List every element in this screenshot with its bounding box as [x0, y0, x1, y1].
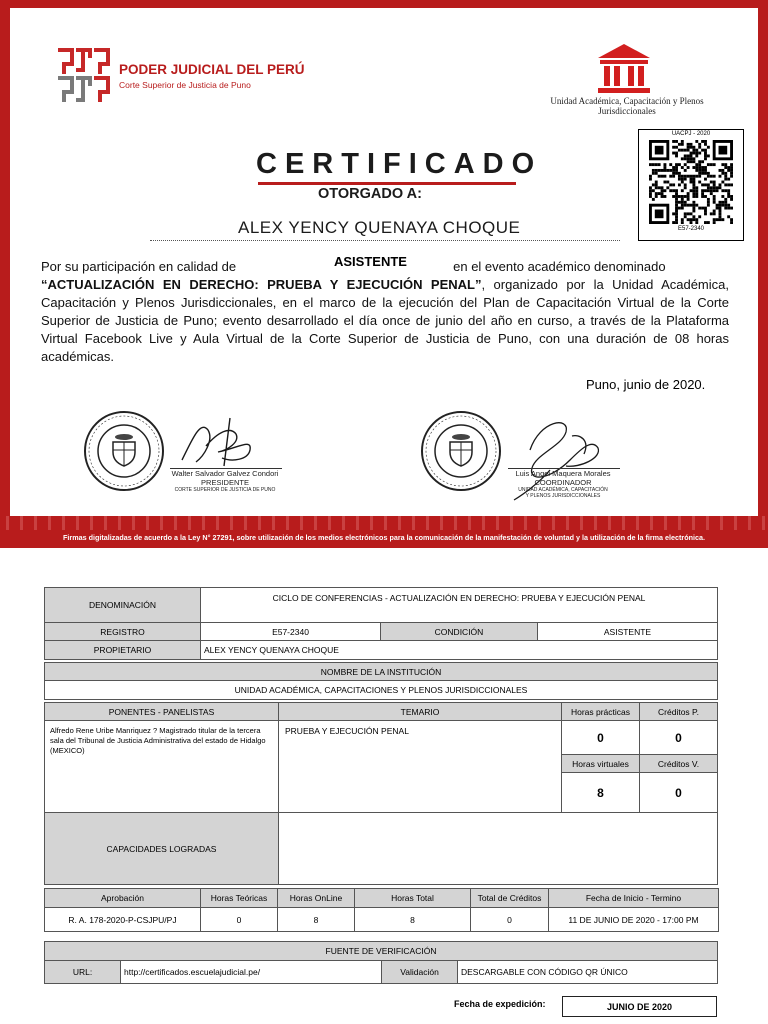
recipient-name: ALEX YENCY QUENAYA CHOQUE [238, 218, 521, 237]
creditos-p-value: 0 [639, 720, 718, 755]
poder-judicial-logo [54, 46, 114, 106]
president-signature [178, 410, 268, 468]
creditos-p-label: Créditos P. [639, 702, 718, 721]
decorative-band [0, 516, 768, 530]
qr-code-icon [649, 140, 733, 224]
approval-header-cell: Horas Total [354, 888, 471, 908]
expedition-value: JUNIO DE 2020 [562, 996, 717, 1017]
president-name: Walter Salvador Galvez Condori [171, 469, 279, 478]
expedition-label: Fecha de expedición: [454, 999, 546, 1009]
body-text-part2: en el evento académico denominado [453, 259, 666, 274]
event-name: “ACTUALIZACIÓN EN DERECHO: PRUEBA Y EJECUCIÓN PENAL” [41, 277, 482, 292]
certificate-title: CERTIFICADO [256, 148, 543, 180]
horas-practicas-label: Horas prácticas [561, 702, 640, 721]
approval-header-cell: Aprobación [44, 888, 201, 908]
unit-name: Unidad Académica, Capacitación y Plenos Jurisdiccionales [550, 96, 704, 116]
ponentes-label: PONENTES - PANELISTAS [44, 702, 279, 721]
url-value[interactable]: http://certificados.escuelajudicial.pe/ [120, 960, 382, 984]
condition-value: ASISTENTE [334, 254, 407, 269]
horas-virtuales-label: Horas virtuales [561, 754, 640, 773]
temario-value: PRUEBA Y EJECUCIÓN PENAL [278, 720, 562, 813]
approval-header-cell: Total de Créditos [470, 888, 549, 908]
condicion-label: CONDICIÓN [380, 622, 538, 641]
approval-header-cell: Horas OnLine [277, 888, 355, 908]
horas-virtuales-value: 8 [561, 772, 640, 813]
creditos-v-value: 0 [639, 772, 718, 813]
ponentes-value: Alfredo Rene Uribe Manriquez ? Magistrado titular de la tercera sala del Tribunal de Justicia Administrativa del estado de Hidalgo (MEXICO) [44, 720, 279, 813]
validacion-value: DESCARGABLE CON CÓDIGO QR ÚNICO [457, 960, 718, 984]
uacpj-building-logo [594, 42, 654, 94]
body-text-part1: Por su participación en calidad de [41, 259, 237, 274]
approval-value-cell: 8 [277, 907, 355, 932]
coordinator-name: Luis Angel Maquera Morales [515, 469, 611, 478]
body-text-part3: , organizado por la Unidad Académica, Capacitación y Plenos Jurisdiccionales, en el marco de la ejecución del Plan de Capacitación Virtual de la Corte Superior de Justicia de Puno; evento desarrollado el día once de junio del año en curso, a través de la Plataforma Virtual Facebook Live y Aula Virtual de la Corte Superior de Justicia de Puno, con una duración de 08 horas académicas. [41, 277, 729, 364]
president-block [135, 469, 315, 493]
approval-value-cell: 8 [354, 907, 471, 932]
institution-name: PODER JUDICIAL DEL PERÚ [119, 62, 305, 77]
condicion-value: ASISTENTE [537, 622, 718, 641]
court-name: Corte Superior de Justicia de Puno [119, 80, 251, 90]
name-dotted-line [150, 240, 620, 241]
institucion-label: NOMBRE DE LA INSTITUCIÓN [44, 662, 718, 681]
horas-practicas-value: 0 [561, 720, 640, 755]
capacidades-label: CAPACIDADES LOGRADAS [44, 812, 279, 885]
qr-code-box[interactable] [638, 129, 744, 241]
approval-header-cell: Fecha de Inicio - Termino [548, 888, 719, 908]
creditos-v-label: Créditos V. [639, 754, 718, 773]
temario-label: TEMARIO [278, 702, 562, 721]
registro-label: REGISTRO [44, 622, 201, 641]
certificate-subtitle: OTORGADO A: [318, 186, 422, 202]
capacidades-value [278, 812, 718, 885]
denominacion-label: DENOMINACIÓN [44, 587, 201, 623]
denominacion-value: CICLO DE CONFERENCIAS - ACTUALIZACIÓN EN DERECHO: PRUEBA Y EJECUCIÓN PENAL [200, 587, 718, 623]
legal-footer: Firmas digitalizadas de acuerdo a la Ley N° 27291, sobre utilización de los medios electrónicos para la comunicación de la manifestación de voluntad y la utilización de la firma electrónica. [63, 533, 705, 542]
propietario-value: ALEX YENCY QUENAYA CHOQUE [200, 640, 718, 660]
approval-value-cell: 0 [470, 907, 549, 932]
coordinator-org-line2: Y PLENOS JURISDICCIONALES [525, 493, 601, 499]
validacion-label: Validación [381, 960, 458, 984]
coordinator-role: COORDINADOR [534, 478, 592, 487]
approval-value-cell: 0 [200, 907, 278, 932]
verificacion-title: FUENTE DE VERIFICACIÓN [44, 941, 718, 961]
propietario-label: PROPIETARIO [44, 640, 201, 660]
approval-header-cell: Horas Teóricas [200, 888, 278, 908]
title-underline [258, 182, 516, 185]
qr-header: UACPJ - 2020 [671, 131, 711, 137]
approval-value-cell: 11 DE JUNIO DE 2020 - 17:00 PM [548, 907, 719, 932]
coordinator-org-line1: UNIDAD ACADÉMICA, CAPACITACIÓN [518, 487, 608, 493]
place-date: Puno, junio de 2020. [586, 377, 706, 392]
coordinator-block [473, 469, 653, 499]
qr-code-id: E57-2340 [677, 226, 705, 232]
approval-value-cell: R. A. 178-2020-P-CSJPU/PJ [44, 907, 201, 932]
url-label: URL: [44, 960, 121, 984]
certificate-body [41, 258, 729, 366]
institucion-value: UNIDAD ACADÉMICA, CAPACITACIONES Y PLENOS JURISDICCIONALES [44, 680, 718, 700]
registro-value: E57-2340 [200, 622, 381, 641]
president-org: CORTE SUPERIOR DE JUSTICIA DE PUNO [174, 487, 276, 493]
president-role: PRESIDENTE [201, 478, 249, 487]
